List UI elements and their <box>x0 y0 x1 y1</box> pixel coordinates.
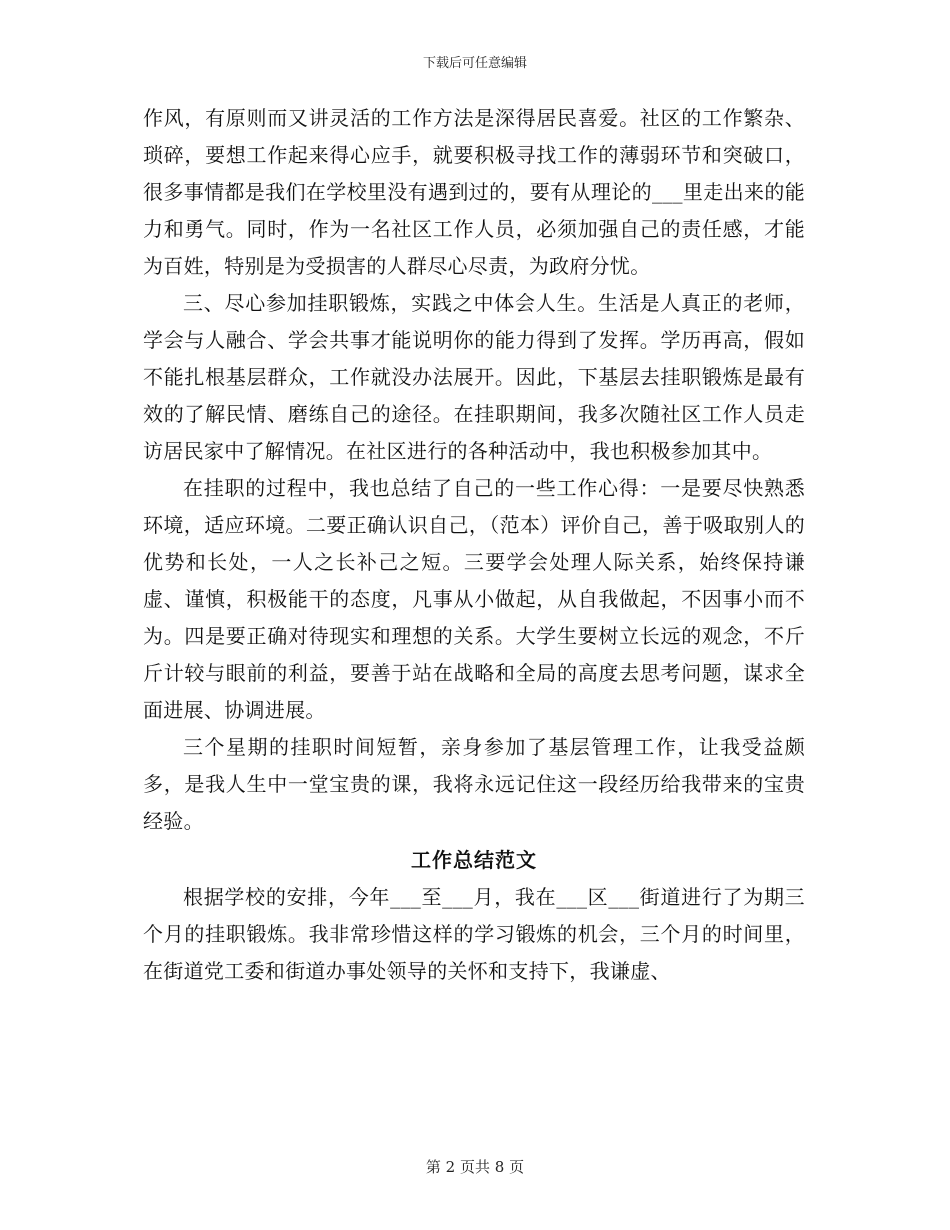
paragraph-sample-intro: 根据学校的安排，今年___至___月，我在___区___街道进行了为期三个月的挂职锻炼。我非常珍惜这样的学习锻炼的机会，三个月的时间里，在街道党工委和街道办事处领导的关怀和支持下，我谦虚、 <box>143 885 805 983</box>
paragraph-work-insights: 在挂职的过程中，我也总结了自己的一些工作心得：一是要尽快熟悉环境，适应环境。二要正确认识自己，（范本）评价自己，善于吸取别人的优势和长处，一人之长补己之短。三要学会处理人际关系，始终保持谦虚、谨慎，积极能干的态度，凡事从小做起，从自我做起，不因事小而不为。四是要正确对待现实和理想的关系。大学生要树立长远的观念，不斤斤计较与眼前的利益，要善于站在战略和全局的高度去思考问题，谋求全面进展、协调进展。 <box>143 476 805 722</box>
paragraph-conclusion: 三个星期的挂职时间短暂，亲身参加了基层管理工作，让我受益颇多，是我人生中一堂宝贵的课，我将永远记住这一段经历给我带来的宝贵经验。 <box>143 735 805 833</box>
paragraph-section-three: 三、尽心参加挂职锻炼，实践之中体会人生。生活是人真正的老师，学会与人融合、学会共事才能说明你的能力得到了发挥。学历再高，假如不能扎根基层群众，工作就没办法展开。因此，下基层去挂职锻炼是最有效的了解民情、磨练自己的途径。在挂职期间，我多次随社区工作人员走访居民家中了解情况。在社区进行的各种活动中，我也积极参加其中。 <box>143 291 805 463</box>
document-body <box>143 100 805 990</box>
header-note: 下载后可任意编辑 <box>422 56 527 71</box>
section-title: 工作总结范文 <box>411 848 537 872</box>
paragraph-continuation: 作风，有原则而又讲灵活的工作方法是深得居民喜爱。社区的工作繁杂、琐碎，要想工作起来得心应手，就要积极寻找工作的薄弱环节和突破口，很多事情都是我们在学校里没有遇到过的，要有从理论的___里走出来的能力和勇气。同时，作为一名社区工作人员，必须加强自己的责任感，才能为百姓，特别是为受损害的人群尽心尽责，为政府分忧。 <box>143 106 805 278</box>
page-number: 第 2 页共 8 页 <box>425 1158 525 1176</box>
